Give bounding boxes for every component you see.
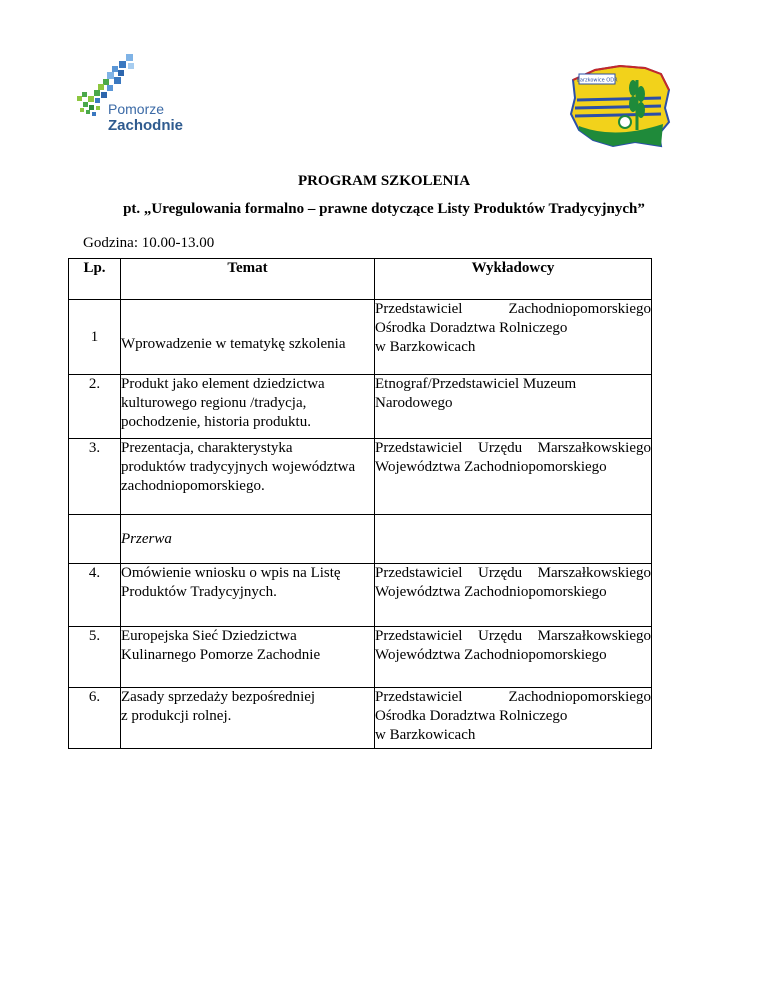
lecturer-line: Przedstawiciel Zachodniopomorskiego [375, 301, 651, 317]
row-number: 1 [69, 300, 121, 375]
row-lecturer [375, 627, 652, 688]
row-lecturer [375, 439, 652, 515]
row-number: 3. [69, 439, 121, 515]
row-topic [121, 300, 375, 375]
logo-line-1: Pomorze [108, 101, 165, 117]
lecturer-line: w Barzkowicach [375, 339, 476, 355]
header-lecturers: Wykładowcy [375, 259, 652, 300]
row-number: 2. [69, 375, 121, 439]
lecturer-line: Przedstawiciel Urzędu Marszałkowskiego [375, 628, 651, 644]
lecturer-line: Ośrodka Doradztwa Rolniczego [375, 708, 568, 724]
lecturer-line: Przedstawiciel Zachodniopomorskiego [375, 689, 651, 705]
lecturer-line: Województwa Zachodniopomorskiego [375, 647, 607, 663]
logo-line-2: Zachodnie [108, 117, 184, 134]
row-topic [121, 375, 375, 439]
lecturer-line: w Barzkowicach [375, 727, 476, 743]
odr-barzkowice-logo-mark [565, 60, 675, 152]
row-lecturer [375, 688, 652, 749]
header-topic: Temat [121, 259, 375, 300]
table-row [69, 564, 652, 627]
topic-line: Zasady sprzedaży bezpośredniej [121, 689, 316, 705]
topic-line: zachodniopomorskiego. [121, 478, 265, 494]
topic-line: pochodzenie, historia produktu. [121, 414, 311, 430]
topic-line: Prezentacja, charakterystyka [121, 440, 293, 456]
break-row [69, 515, 652, 564]
row-topic [121, 515, 375, 564]
topic-line: Produktów Tradycyjnych. [121, 584, 277, 600]
lecturer-line: Ośrodka Doradztwa Rolniczego [375, 320, 568, 336]
topic-line: Wprowadzenie w tematykę szkolenia [121, 335, 346, 352]
row-number: 6. [69, 688, 121, 749]
lecturer-line: Województwa Zachodniopomorskiego [375, 459, 607, 475]
topic-line: Produkt jako element dziedzictwa [121, 376, 325, 392]
topic-line: Omówienie wniosku o wpis na Listę [121, 565, 341, 581]
row-topic [121, 688, 375, 749]
row-lecturer [375, 564, 652, 627]
row-topic [121, 627, 375, 688]
document-subtitle: pt. „Uregulowania formalno – prawne dotyczące Listy Produktów Tradycyjnych” [123, 201, 645, 217]
lecturer-line: Narodowego [375, 395, 453, 411]
row-topic [121, 564, 375, 627]
topic-line: Europejska Sieć Dziedzictwa [121, 628, 297, 644]
table-row [69, 439, 652, 515]
lecturer-line: Etnograf/Przedstawiciel Muzeum [375, 376, 577, 392]
program-table [68, 258, 652, 749]
lecturer-line: Przedstawiciel Urzędu Marszałkowskiego [375, 565, 651, 581]
row-number-empty [69, 515, 121, 564]
row-lecturer [375, 375, 652, 439]
row-lecturer [375, 300, 652, 375]
lecturer-line: Przedstawiciel Urzędu Marszałkowskiego [375, 440, 651, 456]
table-row [69, 627, 652, 688]
row-number: 5. [69, 627, 121, 688]
schedule-hours: Godzina: 10.00-13.00 [83, 235, 215, 251]
odr-logo-small-text: Barzkowice ODR [576, 77, 618, 84]
break-label: Przerwa [121, 530, 172, 547]
document-title: PROGRAM SZKOLENIA [297, 173, 471, 189]
header-lp: Lp. [69, 259, 121, 300]
table-header-row [69, 259, 652, 300]
topic-line: Kulinarnego Pomorze Zachodnie [121, 647, 321, 663]
table-row [69, 300, 652, 375]
table-row [69, 375, 652, 439]
odr-barzkowice-logo [565, 60, 675, 152]
table-row [69, 688, 652, 749]
row-topic [121, 439, 375, 515]
lecturer-line: Województwa Zachodniopomorskiego [375, 584, 607, 600]
row-number: 4. [69, 564, 121, 627]
topic-line: produktów tradycyjnych województwa [121, 459, 356, 475]
topic-line: z produkcji rolnej. [121, 708, 232, 724]
row-lecturer-empty [375, 515, 652, 564]
pomorze-zachodnie-wordmark [108, 102, 183, 133]
topic-line: kulturowego regionu /tradycja, [121, 395, 307, 411]
